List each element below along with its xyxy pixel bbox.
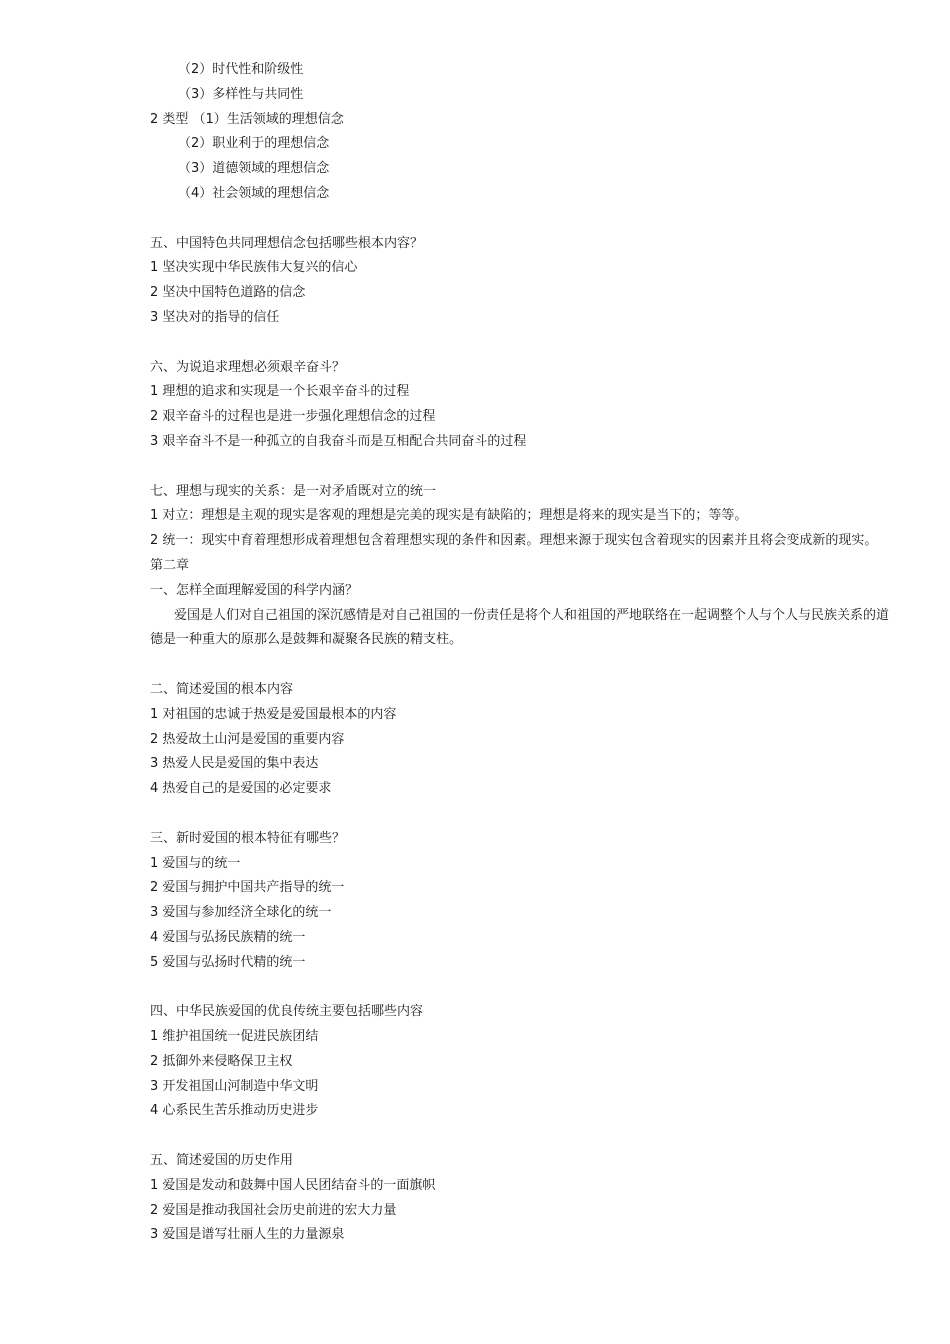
text-line: 2 类型 （1）生活领域的理想信念 [150, 111, 344, 127]
blank-line [0, 331, 950, 356]
text-line: 1 理想的追求和实现是一个长艰辛奋斗的过程 [150, 384, 410, 400]
text-line: （2）职业利于的理想信念 [178, 136, 330, 152]
text-line: 七、理想与现实的关系：是一对矛盾既对立的统一 [150, 483, 437, 499]
text-line: 1 爱国是发动和鼓舞中国人民团结奋斗的一面旗帜 [150, 1177, 436, 1193]
text-line: 1 对立：理想是主观的现实是客观的理想是完美的现实是有缺陷的；理想是将来的现实是当下的；等等。 [150, 508, 748, 524]
text-line: 1 坚决实现中华民族伟大复兴的信心 [150, 260, 358, 276]
blank-line [0, 455, 950, 480]
text-line: 1 维护祖国统一促进民族团结 [150, 1029, 319, 1045]
text-line: 3 开发祖国山河制造中华文明 [150, 1078, 319, 1094]
blank-line [0, 802, 950, 827]
text-line: 4 心系民生苦乐推动历史进步 [150, 1103, 319, 1119]
text-line: 五、中国特色共同理想信念包括哪些根本内容？ [150, 235, 424, 251]
blank-line [0, 975, 950, 1000]
text-line: 第二章 [150, 557, 190, 573]
text-line: 3 热爱人民是爱国的集中表达 [150, 756, 319, 772]
text-line: 三、新时爱国的根本特征有哪些？ [150, 830, 346, 846]
text-line: 2 坚决中国特色道路的信念 [150, 285, 306, 301]
text-line: 1 对祖国的忠诚于热爱是爱国最根本的内容 [150, 706, 397, 722]
text-line: 2 抵御外来侵略保卫主权 [150, 1053, 293, 1069]
text-line: （3）道德领域的理想信念 [178, 161, 330, 177]
text-line: 4 爱国与弘扬民族精的统一 [150, 929, 306, 945]
text-line: 3 艰辛奋斗不是一种孤立的自我奋斗而是互相配合共同奋斗的过程 [150, 433, 527, 449]
text-line: （3）多样性与共同性 [178, 86, 304, 102]
blank-line [0, 1124, 950, 1149]
text-line: 二、简述爱国的根本内容 [150, 681, 294, 697]
blank-line [0, 653, 950, 678]
text-line: 2 热爱故土山河是爱国的重要内容 [150, 731, 345, 747]
text-line: 六、为说追求理想必须艰辛奋斗？ [150, 359, 346, 375]
text-line: 2 统一：现实中育着理想形成着理想包含着理想实现的条件和因素。理想来源于现实包含着现实的因素并且将会变成新的现实。 [150, 533, 878, 549]
blank-line [0, 207, 950, 232]
text-line: 爱国是人们对自己祖国的深沉感情是对自己祖国的一份责任是将个人和祖国的严地联络在一起调整个人与个人与民族关系的道德是一种重大的原那么是鼓舞和凝聚各民族的精支柱。 [150, 607, 890, 648]
text-line: 2 爱国与拥护中国共产指导的统一 [150, 880, 345, 896]
text-line: 1 爱国与的统一 [150, 855, 241, 871]
text-line: 3 坚决对的指导的信任 [150, 309, 280, 325]
text-line: （2）时代性和阶级性 [178, 62, 304, 77]
text-line: 3 爱国与参加经济全球化的统一 [150, 905, 332, 921]
text-line: 2 艰辛奋斗的过程也是进一步强化理想信念的过程 [150, 409, 436, 425]
text-line: 2 爱国是推动我国社会历史前进的宏大力量 [150, 1202, 397, 1218]
text-line: （4）社会领域的理想信念 [178, 185, 330, 201]
text-line: 5 爱国与弘扬时代精的统一 [150, 954, 306, 970]
text-line: 4 热爱自己的是爱国的必定要求 [150, 781, 332, 797]
text-line: 一、怎样全面理解爱国的科学内涵？ [150, 582, 359, 598]
text-line: 3 爱国是谱写壮丽人生的力量源泉 [150, 1227, 345, 1243]
text-line: 五、简述爱国的历史作用 [150, 1153, 294, 1169]
document-page [0, 58, 950, 1248]
text-line: 四、中华民族爱国的优良传统主要包括哪些内容 [150, 1004, 424, 1020]
